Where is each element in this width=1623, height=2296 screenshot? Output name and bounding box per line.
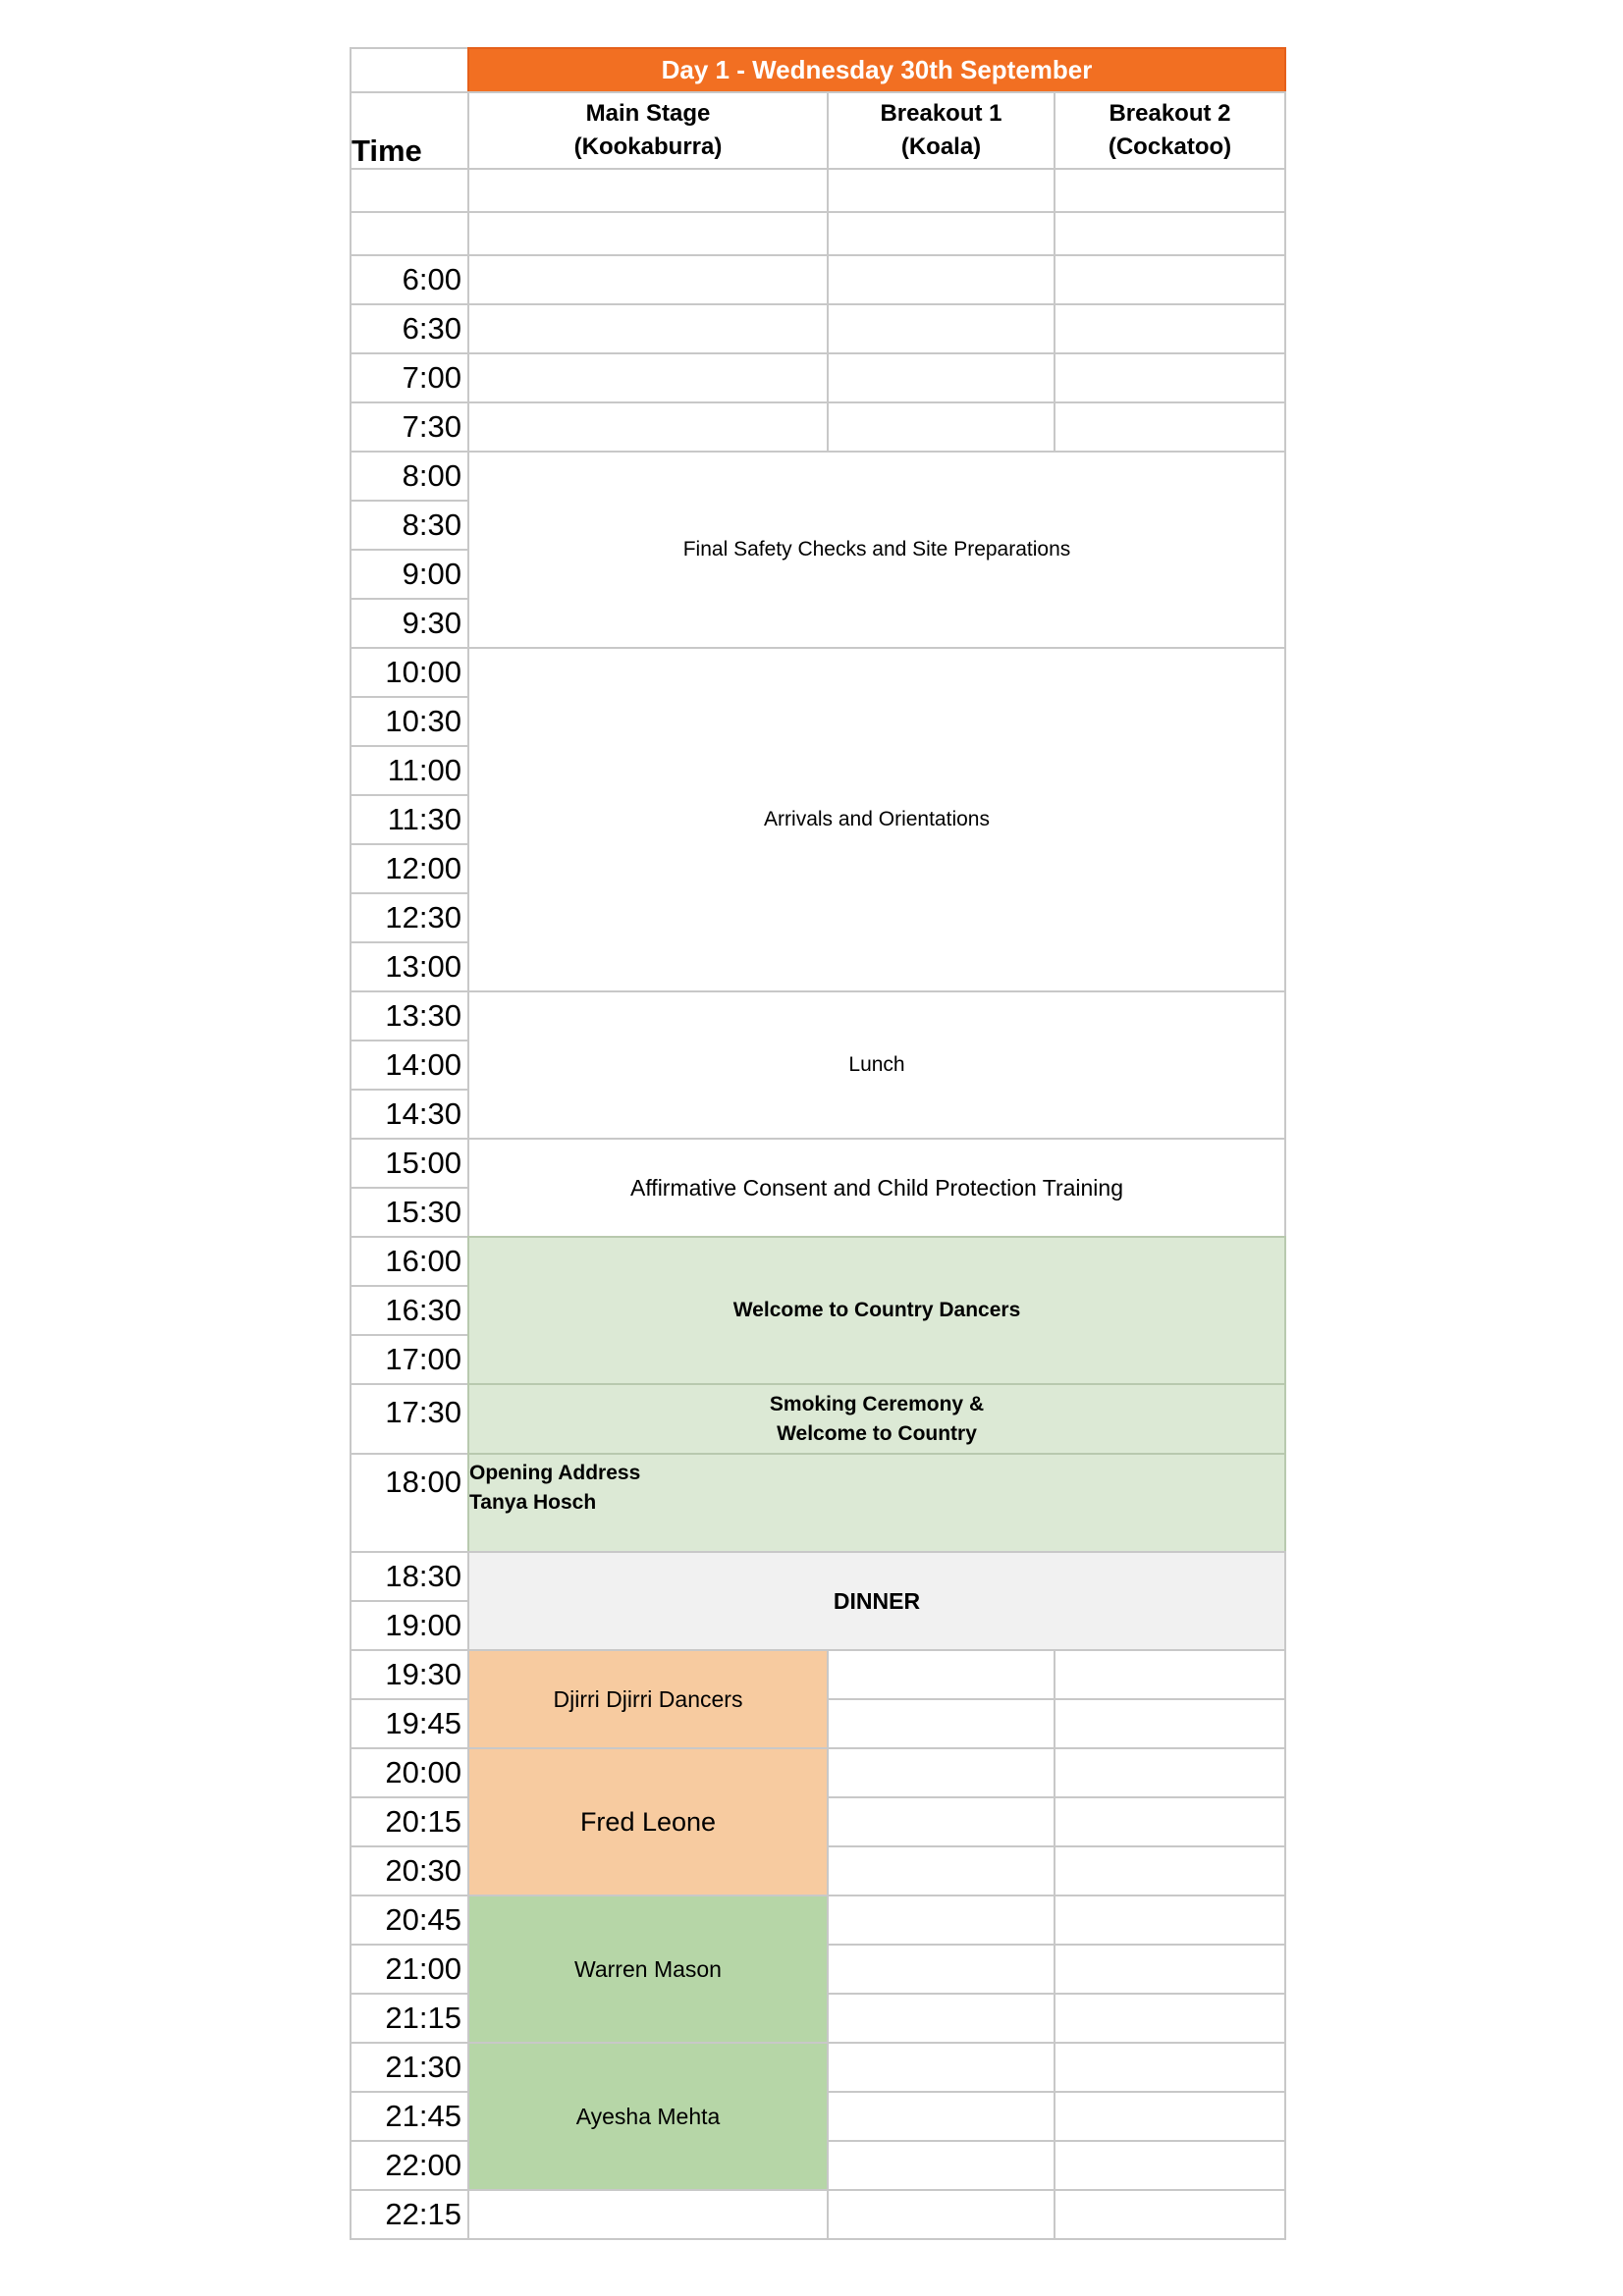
event-opening-address — [467, 1453, 1286, 1553]
time-cell: 15:30 — [350, 1187, 469, 1238]
empty-slot — [1054, 1796, 1286, 1847]
empty-slot — [827, 1895, 1055, 1946]
empty-slot — [1054, 2042, 1286, 2093]
time-cell: 22:00 — [350, 2140, 469, 2191]
time-cell: 17:00 — [350, 1334, 469, 1385]
column-header-main-stage — [467, 91, 829, 170]
time-cell: 12:00 — [350, 843, 469, 894]
time-cell: 8:30 — [350, 500, 469, 551]
time-cell: 9:00 — [350, 549, 469, 600]
empty-slot — [1054, 1993, 1286, 2044]
time-cell: 8:00 — [350, 451, 469, 502]
column-name: Main Stage — [585, 100, 711, 127]
time-cell: 21:45 — [350, 2091, 469, 2142]
column-room: (Cockatoo) — [1108, 133, 1232, 160]
empty-slot — [467, 303, 829, 354]
column-room: (Kookaburra) — [573, 133, 723, 160]
corner-cell — [350, 47, 469, 93]
empty-slot — [827, 1698, 1055, 1749]
event-line: Opening Address — [469, 1462, 641, 1484]
time-cell: 19:00 — [350, 1600, 469, 1651]
blank-cell — [467, 211, 829, 256]
time-cell: 14:30 — [350, 1089, 469, 1140]
performance-fred-leone: Fred Leone — [467, 1747, 829, 1896]
time-header: Time — [350, 91, 469, 170]
empty-slot — [1054, 2091, 1286, 2142]
column-room: (Koala) — [900, 133, 982, 160]
time-cell: 13:30 — [350, 990, 469, 1041]
time-cell: 15:00 — [350, 1138, 469, 1189]
column-header-breakout-1 — [827, 91, 1055, 170]
event-welcome-dancers: Welcome to Country Dancers — [467, 1236, 1286, 1385]
event-smoking-ceremony — [467, 1383, 1286, 1455]
event-lunch: Lunch — [467, 990, 1286, 1140]
time-cell: 7:30 — [350, 401, 469, 453]
time-cell: 18:30 — [350, 1551, 469, 1602]
empty-slot — [827, 352, 1055, 403]
time-cell: 6:00 — [350, 254, 469, 305]
time-cell: 10:30 — [350, 696, 469, 747]
time-cell: 16:00 — [350, 1236, 469, 1287]
performance-ayesha-mehta: Ayesha Mehta — [467, 2042, 829, 2191]
empty-slot — [467, 254, 829, 305]
event-line: Tanya Hosch — [469, 1491, 597, 1514]
empty-slot — [827, 1845, 1055, 1896]
blank-time-cell — [350, 211, 469, 256]
empty-slot — [1054, 2140, 1286, 2191]
day-title: Day 1 - Wednesday 30th September — [467, 47, 1286, 93]
time-cell: 22:15 — [350, 2189, 469, 2240]
time-cell: 14:00 — [350, 1040, 469, 1091]
empty-slot — [467, 2189, 829, 2240]
blank-cell — [827, 168, 1055, 213]
empty-slot — [1054, 1895, 1286, 1946]
blank-cell — [467, 168, 829, 213]
time-cell: 20:15 — [350, 1796, 469, 1847]
empty-slot — [467, 401, 829, 453]
empty-slot — [827, 1796, 1055, 1847]
empty-slot — [1054, 401, 1286, 453]
empty-slot — [1054, 352, 1286, 403]
empty-slot — [1054, 1649, 1286, 1700]
time-cell: 10:00 — [350, 647, 469, 698]
event-dinner: DINNER — [467, 1551, 1286, 1651]
empty-slot — [827, 254, 1055, 305]
performance-warren-mason: Warren Mason — [467, 1895, 829, 2044]
event-training: Affirmative Consent and Child Protection Training — [467, 1138, 1286, 1238]
empty-slot — [827, 2189, 1055, 2240]
time-cell: 21:30 — [350, 2042, 469, 2093]
time-cell: 20:30 — [350, 1845, 469, 1896]
time-cell: 21:15 — [350, 1993, 469, 2044]
empty-slot — [1054, 1845, 1286, 1896]
empty-slot — [827, 2091, 1055, 2142]
blank-cell — [827, 211, 1055, 256]
time-cell: 16:30 — [350, 1285, 469, 1336]
time-cell: 17:30 — [350, 1383, 469, 1455]
empty-slot — [827, 1993, 1055, 2044]
time-cell: 11:00 — [350, 745, 469, 796]
empty-slot — [1054, 1698, 1286, 1749]
empty-slot — [827, 2140, 1055, 2191]
empty-slot — [1054, 254, 1286, 305]
event-line: Welcome to Country — [777, 1421, 977, 1445]
time-cell: 7:00 — [350, 352, 469, 403]
performance-djirri-djirri: Djirri Djirri Dancers — [467, 1649, 829, 1749]
time-cell: 21:00 — [350, 1944, 469, 1995]
time-cell: 19:45 — [350, 1698, 469, 1749]
empty-slot — [827, 2042, 1055, 2093]
empty-slot — [1054, 303, 1286, 354]
empty-slot — [827, 1747, 1055, 1798]
schedule-table — [350, 47, 1286, 2261]
empty-slot — [827, 303, 1055, 354]
time-cell: 20:00 — [350, 1747, 469, 1798]
empty-slot — [827, 401, 1055, 453]
time-cell: 9:30 — [350, 598, 469, 649]
time-cell: 18:00 — [350, 1453, 469, 1553]
time-cell: 6:30 — [350, 303, 469, 354]
blank-time-cell — [350, 168, 469, 213]
time-cell: 19:30 — [350, 1649, 469, 1700]
column-name: Breakout 2 — [1109, 100, 1231, 127]
event-line: Smoking Ceremony & — [769, 1392, 985, 1415]
event-arrivals: Arrivals and Orientations — [467, 647, 1286, 992]
column-name: Breakout 1 — [880, 100, 1002, 127]
blank-cell — [1054, 211, 1286, 256]
empty-slot — [827, 1649, 1055, 1700]
time-cell: 12:30 — [350, 892, 469, 943]
event-safety-checks: Final Safety Checks and Site Preparations — [467, 451, 1286, 649]
empty-slot — [1054, 1944, 1286, 1995]
blank-cell — [1054, 168, 1286, 213]
empty-slot — [1054, 1747, 1286, 1798]
time-cell: 13:00 — [350, 941, 469, 992]
time-cell: 11:30 — [350, 794, 469, 845]
empty-slot — [827, 1944, 1055, 1995]
empty-slot — [1054, 2189, 1286, 2240]
time-cell: 20:45 — [350, 1895, 469, 1946]
column-header-breakout-2 — [1054, 91, 1286, 170]
empty-slot — [467, 352, 829, 403]
